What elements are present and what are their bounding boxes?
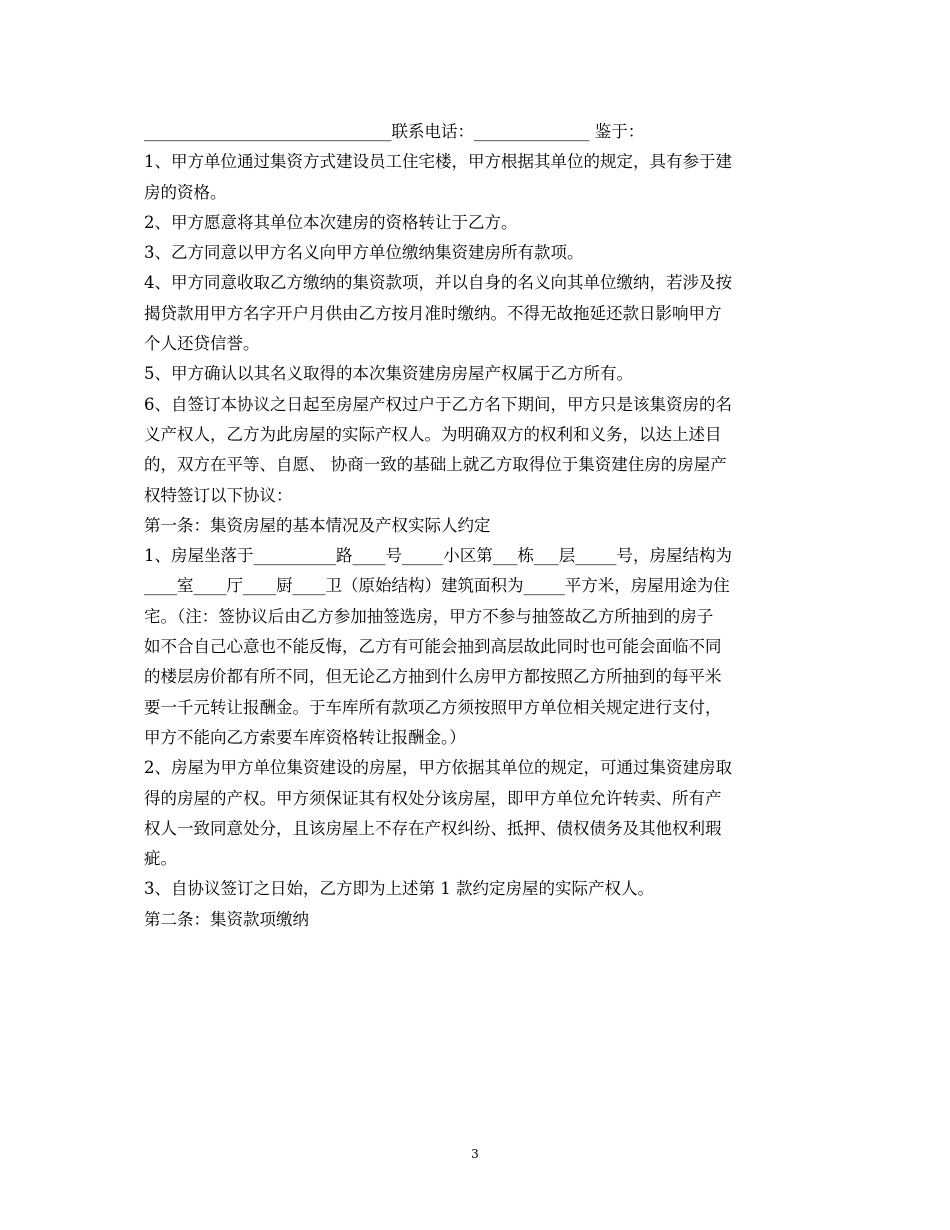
text-line-17: 宅。（注：签协议后由乙方参加抽签选房，甲方不参与抽签故乙方所抽到的房子 <box>144 606 714 626</box>
text-line-13: 权特签订以下协议： <box>144 485 293 505</box>
text-line-25: 疵。 <box>144 849 177 869</box>
text-line-9: 5、甲方确认以其名义取得的本次集资建房房屋产权属于乙方所有。 <box>144 364 633 384</box>
text-line-11: 义产权人，乙方为此房屋的实际产权人。为明确双方的权利和义务，以达上述目 <box>144 424 722 444</box>
document-body <box>144 117 810 935</box>
text-line-6: 4、甲方同意收取乙方缴纳的集资款项，并以自身的名义向其单位缴纳，若涉及按 <box>144 273 732 293</box>
text-line-26: 3、自协议签订之日始，乙方即为上述第 1 款约定房屋的实际产权人。 <box>144 879 654 899</box>
text-line-18: 如不合自己心意也不能反悔，乙方有可能会抽到高层故此同时也可能会面临不同 <box>144 637 722 657</box>
text-line-3: 房的资格。 <box>144 182 227 202</box>
section-heading-2: 第二条：集资款项缴纳 <box>144 909 309 929</box>
text-line-22: 2、房屋为甲方单位集资建设的房屋，甲方依据其单位的规定，可通过集资建房取 <box>144 758 732 778</box>
text-line-19: 的楼层房价都有所不同，但无论乙方抽到什么房甲方都按照乙方所抽到的每平米 <box>144 667 722 687</box>
text-line-7: 揭贷款用甲方名字开户月供由乙方按月准时缴纳。不得无故拖延还款日影响甲方 <box>144 303 722 323</box>
text-line-21: 甲方不能向乙方索要车库资格转让报酬金。） <box>144 727 466 747</box>
text-line-16: ____室____厅____厨____卫（原始结构）建筑面积为_____平方米，房屋用途为住 <box>144 576 730 596</box>
text-line-12: 的，双方在平等、自愿、 协商一致的基础上就乙方取得位于集资建住房的房屋产 <box>144 455 727 475</box>
text-line-8: 个人还贷信誉。 <box>144 334 260 354</box>
text-line-4: 2、甲方愿意将其单位本次建房的资格转让于乙方。 <box>144 212 518 232</box>
text-line-20: 要一千元转让报酬金。于车库所有款项乙方须按照甲方单位相关规定进行支付， <box>144 697 722 717</box>
text-line-5: 3、乙方同意以甲方名义向甲方单位缴纳集资建房所有款项。 <box>144 243 584 263</box>
text-line-10: 6、自签订本协议之日起至房屋产权过户于乙方名下期间，甲方只是该集资房的名 <box>144 394 732 414</box>
text-line-1: ______________________________联系电话：______________ 鉴于： <box>144 122 645 141</box>
text-line-15: 1、房屋坐落于__________路____号_____小区第___栋___层_____号，房屋结构为 <box>144 546 732 566</box>
text-line-23: 得的房屋的产权。甲方须保证其有权处分该房屋，即甲方单位允许转卖、所有产 <box>144 788 722 808</box>
page-number: 3 <box>471 1147 479 1161</box>
section-heading-1: 第一条：集资房屋的基本情况及产权实际人约定 <box>144 515 491 535</box>
text-line-2: 1、甲方单位通过集资方式建设员工住宅楼，甲方根据其单位的规定，具有参于建 <box>144 152 732 172</box>
text-line-24: 权人一致同意处分，且该房屋上不存在产权纠纷、抵押、债权债务及其他权利瑕 <box>144 818 722 838</box>
